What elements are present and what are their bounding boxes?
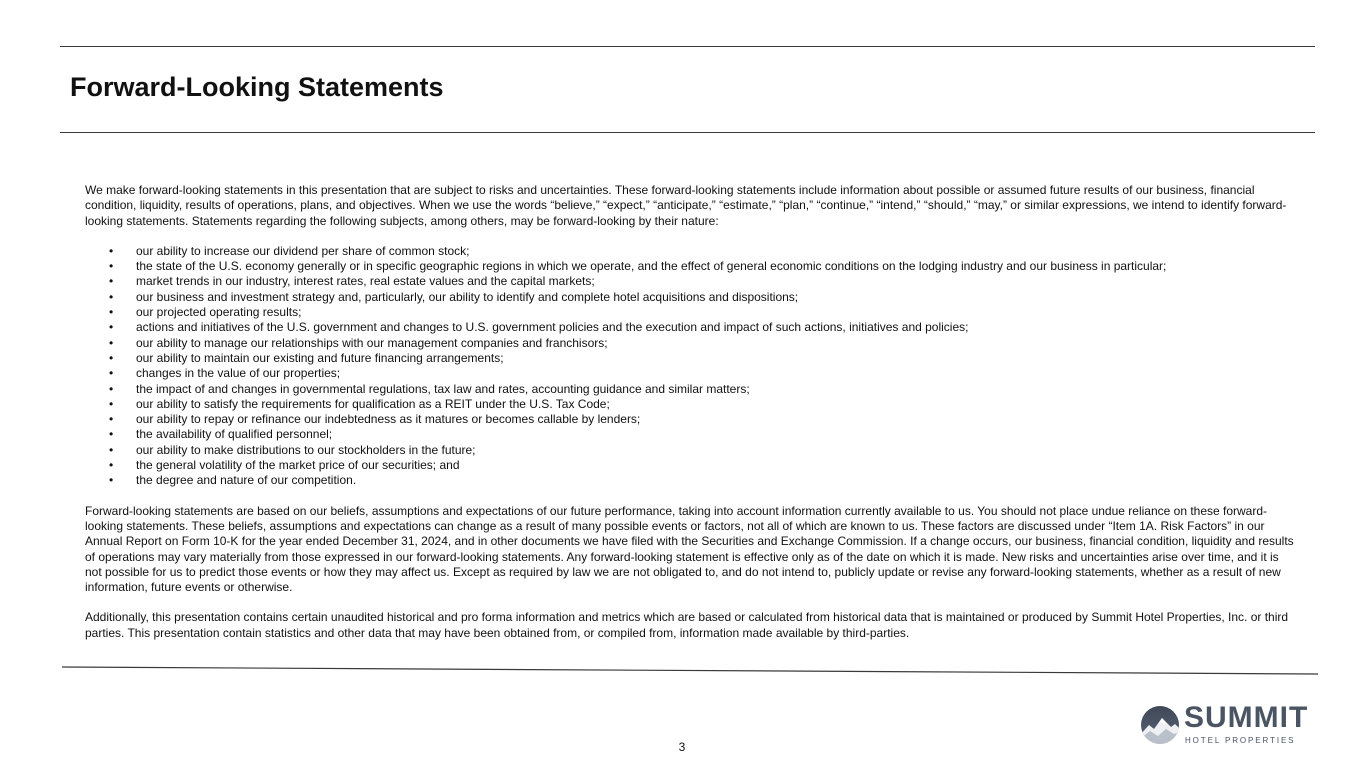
bullet-icon: • (109, 473, 114, 488)
list-item (85, 397, 1295, 412)
list-item (85, 336, 1295, 351)
list-item-text: our ability to repay or refinance our indebtedness as it matures or becomes callable by lenders; (136, 412, 641, 427)
list-item (85, 290, 1295, 305)
list-item (85, 305, 1295, 320)
logo-subtitle: HOTEL PROPERTIES (1185, 736, 1296, 745)
page-title: Forward-Looking Statements (70, 72, 444, 102)
bullet-icon: • (109, 412, 114, 427)
list-item (85, 458, 1295, 473)
list-item-text: the general volatility of the market price of our securities; and (136, 458, 460, 473)
top-divider (60, 46, 1315, 47)
title-divider (60, 132, 1315, 133)
bullet-icon: • (109, 366, 114, 381)
list-item (85, 427, 1295, 442)
bullet-icon: • (109, 259, 114, 274)
list-item (85, 473, 1295, 488)
list-item (85, 351, 1295, 366)
footer-divider (60, 664, 1320, 676)
bullet-icon: • (109, 274, 114, 289)
bullet-icon: • (109, 350, 114, 365)
list-item-text: actions and initiatives of the U.S. government and changes to U.S. government policies and the execution and impact of such actions, initiatives and policies; (136, 320, 969, 335)
bullet-icon: • (109, 396, 114, 411)
list-item-text: the state of the U.S. economy generally or in specific geographic regions in which we operate, and the effect of general economic conditions on the lodging industry and our business in particular; (136, 259, 1167, 274)
bullet-icon: • (109, 289, 114, 304)
list-item-text: the impact of and changes in governmental regulations, tax law and rates, accounting guidance and similar matters; (136, 381, 750, 396)
company-logo (1140, 701, 1318, 749)
list-item (85, 244, 1295, 259)
list-item-text: our ability to make distributions to our stockholders in the future; (136, 442, 476, 457)
bullet-icon: • (109, 442, 114, 457)
list-item (85, 259, 1295, 274)
list-item-text: the availability of qualified personnel; (136, 427, 333, 442)
list-item-text: market trends in our industry, interest rates, real estate values and the capital markets; (136, 274, 595, 289)
data-disclaimer-paragraph: Additionally, this presentation contains certain unaudited historical and pro forma information and metrics which are based or calculated from historical data that is maintained or produced by Summit Hotel Properties, Inc. or third parties. This presentation contain statistics and other data that may have been obtained from, or compiled from, information made available by third-parties. (85, 610, 1289, 640)
list-item-text: our ability to satisfy the requirements for qualification as a REIT under the U.S. Tax Code; (136, 396, 610, 411)
list-item (85, 320, 1295, 335)
bullet-icon: • (109, 335, 114, 350)
bullet-icon: • (109, 458, 114, 473)
list-item-text: our business and investment strategy and, particularly, our ability to identify and complete hotel acquisitions and dispositions; (136, 289, 799, 304)
list-item (85, 382, 1295, 397)
list-item-text: our projected operating results; (136, 305, 302, 320)
bullet-icon: • (109, 320, 114, 335)
list-item (85, 366, 1295, 381)
bullet-icon: • (109, 381, 114, 396)
logo-wordmark: SUMMIT (1184, 701, 1309, 734)
risk-factor-list (85, 244, 1295, 489)
reliance-paragraph: Forward-looking statements are based on our beliefs, assumptions and expectations of our future performance, taking into account information currently available to us. You should not place undue reliance on these forward-looking statements. These beliefs, assumptions and expectations can change as a result of many possible events or factors, not all of which are known to us. These factors are discussed under “Item 1A. Risk Factors” in our Annual Report on Form 10-K for the year ended December 31, 2024, and in other documents we have filed with the Securities and Exchange Commission. If a change occurs, our business, financial condition, liquidity and results of operations may vary materially from those expressed in our forward-looking statements. Any forward-looking statement is effective only as of the date on which it is made. New risks and uncertainties arise over time, and it is not possible for us to predict those events or how they may affect us. Except as required by law we are not obligated to, and do not intend to, publicly update or revise any forward-looking statements, whether as a result of new information, future events or otherwise. (85, 503, 1294, 595)
list-item (85, 412, 1295, 427)
list-item-text: our ability to maintain our existing and future financing arrangements; (136, 350, 504, 365)
bullet-icon: • (109, 243, 114, 258)
list-item-text: the degree and nature of our competition. (136, 473, 357, 488)
list-item-text: our ability to increase our dividend per share of common stock; (136, 243, 470, 258)
list-item-text: changes in the value of our properties; (136, 366, 341, 381)
body-content (85, 183, 1295, 641)
bullet-icon: • (109, 427, 114, 442)
list-item (85, 274, 1295, 289)
bullet-icon: • (109, 305, 114, 320)
list-item (85, 443, 1295, 458)
list-item-text: our ability to manage our relationships with our management companies and franchisors; (136, 335, 608, 350)
mountain-logo-icon (1140, 705, 1180, 745)
intro-paragraph: We make forward-looking statements in this presentation that are subject to risks and uncertainties. These forward-looking statements include information about possible or assumed future results of our business, financial condition, liquidity, results of operations, plans, and objectives. When we use the words “believe,” “expect,” “anticipate,” “estimate,” “plan,” “continue,” “intend,” “should,” “may,” or similar expressions, we intend to identify forward-looking statements. Statements regarding the following subjects, among others, may be forward-looking by their nature: (85, 183, 1287, 228)
page-number: 3 (678, 740, 686, 754)
